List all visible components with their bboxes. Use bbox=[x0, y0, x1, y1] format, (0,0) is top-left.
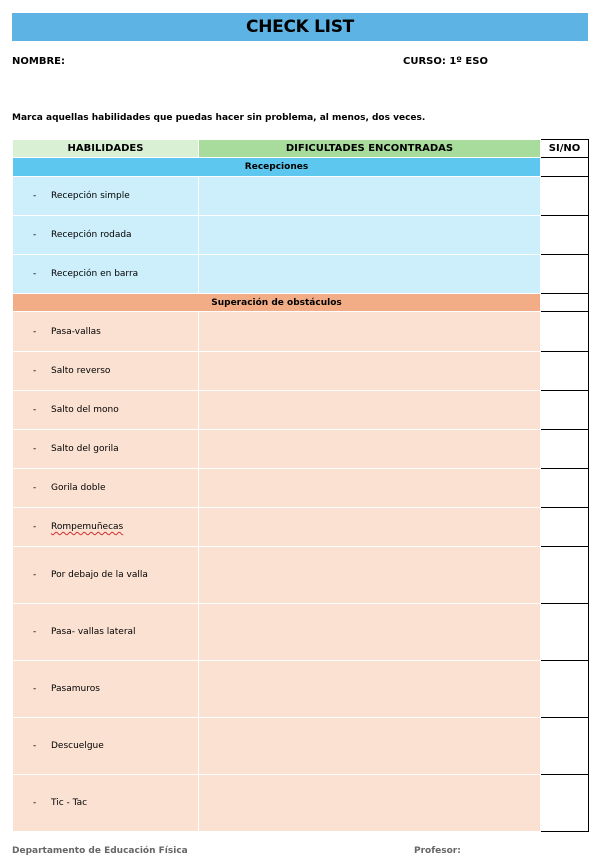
page-title: CHECK LIST bbox=[12, 13, 588, 41]
skill-label: Recepción rodada bbox=[51, 230, 132, 240]
section-check-spacer bbox=[541, 158, 589, 177]
course-label: CURSO: 1º ESO bbox=[403, 56, 488, 67]
yes-no-checkbox[interactable] bbox=[541, 661, 589, 718]
skill-label: Pasamuros bbox=[51, 684, 100, 694]
table-row bbox=[13, 469, 589, 508]
checklist-table bbox=[12, 139, 589, 832]
table-row bbox=[13, 391, 589, 430]
difficulty-cell[interactable] bbox=[199, 547, 541, 604]
yes-no-checkbox[interactable] bbox=[541, 391, 589, 430]
section-title-superacion: Superación de obstáculos bbox=[13, 294, 541, 312]
department-footer: Departamento de Educación Física bbox=[12, 846, 188, 856]
yes-no-checkbox[interactable] bbox=[541, 177, 589, 216]
table-row bbox=[13, 718, 589, 775]
header-skills: HABILIDADES bbox=[13, 140, 199, 158]
difficulty-cell[interactable] bbox=[199, 312, 541, 352]
section-title-recepciones: Recepciones bbox=[13, 158, 541, 177]
skill-label: Tic - Tac bbox=[51, 798, 88, 808]
difficulty-cell[interactable] bbox=[199, 177, 541, 216]
yes-no-checkbox[interactable] bbox=[541, 547, 589, 604]
difficulty-cell[interactable] bbox=[199, 661, 541, 718]
table-row bbox=[13, 352, 589, 391]
skill-label: Recepción simple bbox=[51, 191, 130, 201]
table-row bbox=[13, 508, 589, 547]
skill-label: Descuelgue bbox=[51, 741, 104, 751]
difficulty-cell[interactable] bbox=[199, 469, 541, 508]
skill-label: Pasa- vallas lateral bbox=[51, 627, 136, 637]
yes-no-checkbox[interactable] bbox=[541, 508, 589, 547]
instructions-text: Marca aquellas habilidades que puedas hacer sin problema, al menos, dos veces. bbox=[12, 113, 426, 123]
table-row bbox=[13, 604, 589, 661]
skill-cell: - Pasa- vallas lateral bbox=[13, 604, 199, 661]
skill-cell: - Por debajo de la valla bbox=[13, 547, 199, 604]
difficulty-cell[interactable] bbox=[199, 391, 541, 430]
skill-cell: - Recepción rodada bbox=[13, 216, 199, 255]
table-row bbox=[13, 216, 589, 255]
skill-label: Salto del gorila bbox=[51, 444, 119, 454]
yes-no-checkbox[interactable] bbox=[541, 775, 589, 832]
difficulty-cell[interactable] bbox=[199, 775, 541, 832]
skill-cell: - Recepción en barra bbox=[13, 255, 199, 294]
yes-no-checkbox[interactable] bbox=[541, 216, 589, 255]
yes-no-checkbox[interactable] bbox=[541, 430, 589, 469]
section-check-spacer bbox=[541, 294, 589, 312]
table-row bbox=[13, 547, 589, 604]
yes-no-checkbox[interactable] bbox=[541, 352, 589, 391]
header-difficulties: DIFICULTADES ENCONTRADAS bbox=[199, 140, 541, 158]
table-row bbox=[13, 255, 589, 294]
difficulty-cell[interactable] bbox=[199, 352, 541, 391]
difficulty-cell[interactable] bbox=[199, 508, 541, 547]
yes-no-checkbox[interactable] bbox=[541, 469, 589, 508]
section-header-row bbox=[13, 294, 589, 312]
skill-label: Gorila doble bbox=[51, 483, 106, 493]
skill-label: Por debajo de la valla bbox=[51, 570, 148, 580]
skill-label: Salto reverso bbox=[51, 366, 111, 376]
header-yes-no: SI/NO bbox=[541, 140, 589, 158]
difficulty-cell[interactable] bbox=[199, 255, 541, 294]
skill-cell: - Rompemuñecas bbox=[13, 508, 199, 547]
table-row bbox=[13, 177, 589, 216]
difficulty-cell[interactable] bbox=[199, 718, 541, 775]
skill-cell: - Pasa-vallas bbox=[13, 312, 199, 352]
difficulty-cell[interactable] bbox=[199, 430, 541, 469]
skill-label: Rompemuñecas bbox=[51, 522, 124, 532]
yes-no-checkbox[interactable] bbox=[541, 312, 589, 352]
yes-no-checkbox[interactable] bbox=[541, 604, 589, 661]
skill-cell: - Pasamuros bbox=[13, 661, 199, 718]
skill-cell: - Recepción simple bbox=[13, 177, 199, 216]
table-header-row bbox=[13, 140, 589, 158]
skill-cell: - Gorila doble bbox=[13, 469, 199, 508]
skill-cell: - Descuelgue bbox=[13, 718, 199, 775]
skill-cell: - Tic - Tac bbox=[13, 775, 199, 832]
table-row bbox=[13, 312, 589, 352]
difficulty-cell[interactable] bbox=[199, 604, 541, 661]
yes-no-checkbox[interactable] bbox=[541, 718, 589, 775]
student-name-label: NOMBRE: bbox=[12, 56, 65, 67]
skill-cell: - Salto reverso bbox=[13, 352, 199, 391]
yes-no-checkbox[interactable] bbox=[541, 255, 589, 294]
table-row bbox=[13, 775, 589, 832]
skill-label: Salto del mono bbox=[51, 405, 119, 415]
teacher-label: Profesor: bbox=[414, 846, 461, 856]
table-row bbox=[13, 430, 589, 469]
table-row bbox=[13, 661, 589, 718]
skill-cell: - Salto del gorila bbox=[13, 430, 199, 469]
difficulty-cell[interactable] bbox=[199, 216, 541, 255]
skill-cell: - Salto del mono bbox=[13, 391, 199, 430]
section-header-row bbox=[13, 158, 589, 177]
skill-label: Pasa-vallas bbox=[51, 326, 101, 337]
skill-label: Recepción en barra bbox=[51, 269, 139, 279]
